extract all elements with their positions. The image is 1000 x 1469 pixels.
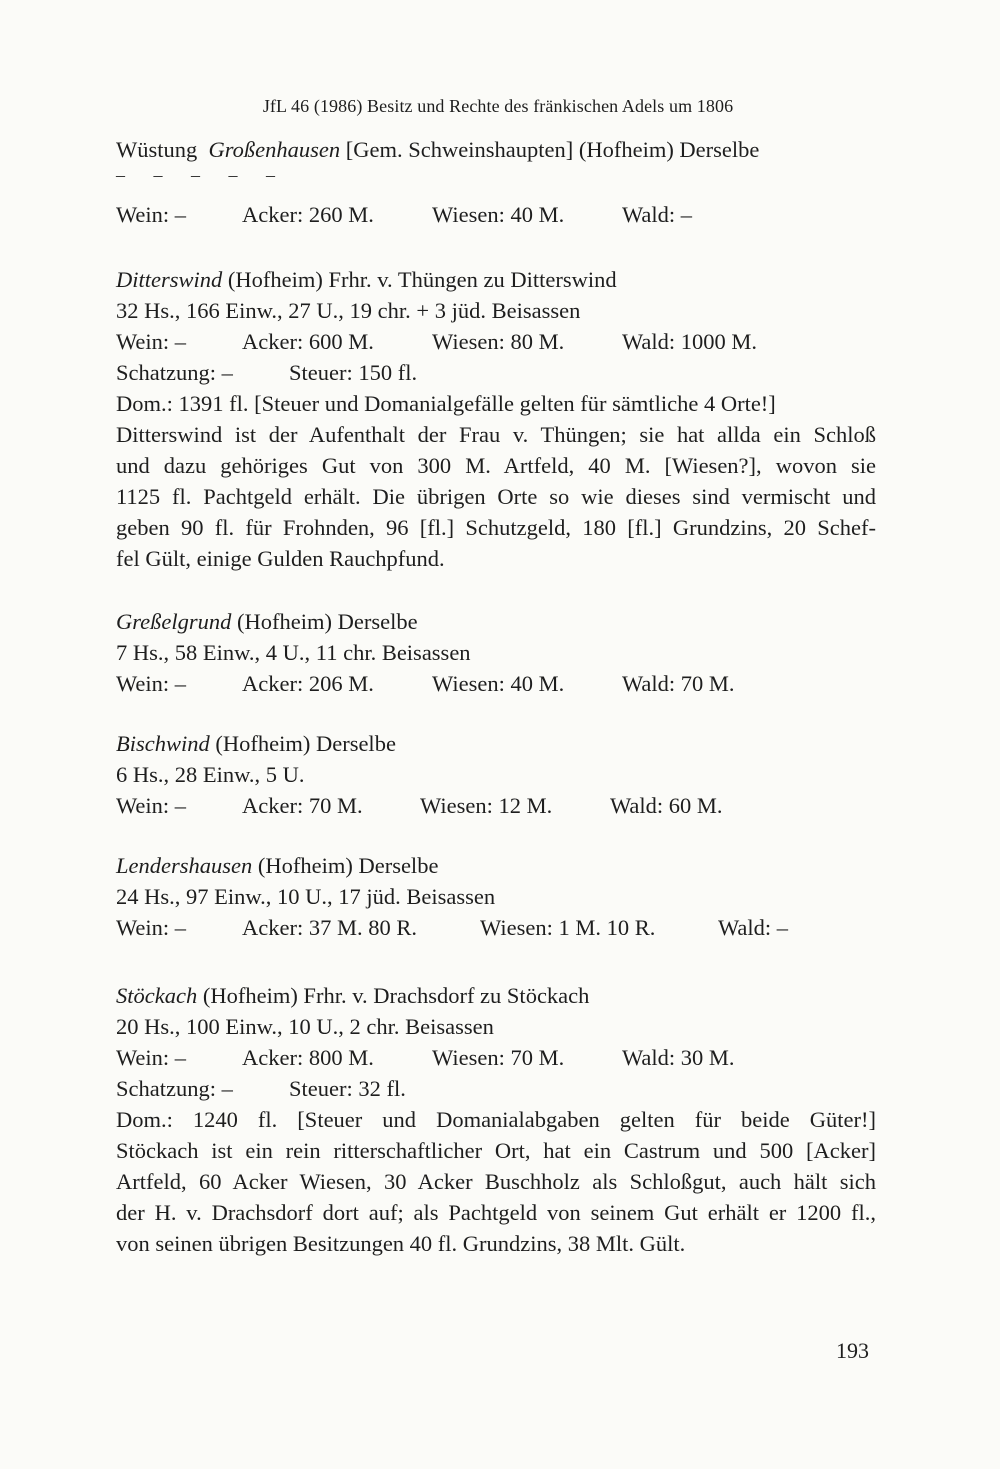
steuer-value: Steuer: 150 fl. bbox=[289, 360, 418, 385]
entry-heading bbox=[116, 134, 876, 165]
wiesen-value: Wiesen: 12 M. bbox=[420, 793, 553, 818]
entry-heading bbox=[116, 850, 876, 881]
acker-value: Acker: 70 M. bbox=[242, 793, 363, 818]
stats-row: 7 Hs., 58 Einw., 4 U., 11 chr. Beisassen bbox=[116, 640, 471, 665]
land-row bbox=[116, 668, 876, 699]
entry-stoeckach bbox=[116, 980, 876, 1259]
wald-value: Wald: 1000 M. bbox=[622, 329, 758, 354]
dash-row: – – – – – bbox=[116, 165, 287, 185]
paragraph-line: geben 90 fl. für Frohnden, 96 [fl.] Schutzgeld, 180 [fl.] Grundzins, 20 Schef- bbox=[116, 515, 876, 540]
wald-value: Wald: – bbox=[718, 915, 789, 940]
wein-value: Wein: – bbox=[116, 671, 187, 696]
wein-value: Wein: – bbox=[116, 329, 187, 354]
paragraph-line: Stöckach ist ein rein ritterschaftlicher Ort, hat ein Castrum und 500 [Acker] bbox=[116, 1138, 876, 1163]
wald-value: Wald: 70 M. bbox=[622, 671, 735, 696]
place-name: Lendershausen bbox=[116, 853, 253, 878]
place-name: Bischwind bbox=[116, 731, 210, 756]
land-row bbox=[116, 199, 876, 230]
wein-value: Wein: – bbox=[116, 793, 187, 818]
entry-gresselgrund bbox=[116, 606, 876, 699]
paragraph-line: Artfeld, 60 Acker Wiesen, 30 Acker Buschholz als Schloßgut, auch hält sich bbox=[116, 1169, 876, 1194]
paragraph-line: 1125 fl. Pachtgeld erhält. Die übrigen Orte so wie dieses sind vermischt und bbox=[116, 484, 876, 509]
stats-row: 20 Hs., 100 Einw., 10 U., 2 chr. Beisassen bbox=[116, 1014, 494, 1039]
running-head: JfL 46 (1986) Besitz und Rechte des fränkischen Adels um 1806 bbox=[262, 96, 734, 116]
entry-heading bbox=[116, 980, 876, 1011]
stats-row: 6 Hs., 28 Einw., 5 U. bbox=[116, 762, 305, 787]
land-row bbox=[116, 1042, 876, 1073]
tax-row bbox=[116, 357, 876, 388]
entry-ditterswind bbox=[116, 264, 876, 574]
tax-row bbox=[116, 1073, 876, 1104]
place-name: Ditterswind bbox=[116, 267, 223, 292]
paragraph-line: der H. v. Drachsdorf dort auf; als Pachtgeld von seinem Gut erhält er 1200 fl., bbox=[116, 1200, 876, 1225]
entry-lendershausen bbox=[116, 850, 876, 943]
wald-value: Wald: 60 M. bbox=[610, 793, 723, 818]
stats-row: 32 Hs., 166 Einw., 27 U., 19 chr. + 3 jüd. Beisassen bbox=[116, 298, 581, 323]
wiesen-value: Wiesen: 70 M. bbox=[432, 1045, 565, 1070]
acker-value: Acker: 800 M. bbox=[242, 1045, 374, 1070]
heading-rest: (Hofheim) Frhr. v. Drachsdorf zu Stöckach bbox=[197, 983, 590, 1008]
entry-heading bbox=[116, 728, 876, 759]
paragraph-line: von seinen übrigen Besitzungen 40 fl. Grundzins, 38 Mlt. Gült. bbox=[116, 1231, 686, 1256]
acker-value: Acker: 600 M. bbox=[242, 329, 374, 354]
place-name: Greßelgrund bbox=[116, 609, 232, 634]
wiesen-value: Wiesen: 80 M. bbox=[432, 329, 565, 354]
land-row bbox=[116, 912, 876, 943]
schatzung-value: Schatzung: – bbox=[116, 1076, 233, 1101]
wein-value: Wein: – bbox=[116, 1045, 187, 1070]
land-row bbox=[116, 326, 876, 357]
heading-rest: [Gem. Schweinshaupten] (Hofheim) Derselbe bbox=[340, 137, 760, 162]
land-row bbox=[116, 790, 876, 821]
heading-rest: (Hofheim) Derselbe bbox=[209, 731, 396, 756]
paragraph-line: fel Gült, einige Gulden Rauchpfund. bbox=[116, 546, 445, 571]
acker-value: Acker: 37 M. 80 R. bbox=[242, 915, 417, 940]
steuer-value: Steuer: 32 fl. bbox=[289, 1076, 406, 1101]
acker-value: Acker: 260 M. bbox=[242, 202, 374, 227]
heading-prefix: Wüstung bbox=[116, 137, 198, 162]
schatzung-value: Schatzung: – bbox=[116, 360, 233, 385]
wein-value: Wein: – bbox=[116, 915, 187, 940]
wald-value: Wald: 30 M. bbox=[622, 1045, 735, 1070]
heading-rest: (Hofheim) Frhr. v. Thüngen zu Ditterswind bbox=[222, 267, 617, 292]
entry-bischwind bbox=[116, 728, 876, 821]
paragraph-line: Ditterswind ist der Aufenthalt der Frau v. Thüngen; sie hat allda ein Schloß bbox=[116, 422, 876, 447]
domanial-row: Dom.: 1240 fl. [Steuer und Domanialabgaben gelten für beide Güter!] bbox=[116, 1107, 876, 1132]
entry-grossenhausen bbox=[116, 134, 876, 230]
acker-value: Acker: 206 M. bbox=[242, 671, 374, 696]
domanial-row: Dom.: 1391 fl. [Steuer und Domanialgefälle gelten für sämtliche 4 Orte!] bbox=[116, 391, 776, 416]
place-name: Stöckach bbox=[116, 983, 198, 1008]
wiesen-value: Wiesen: 1 M. 10 R. bbox=[480, 915, 656, 940]
place-name: Großenhausen bbox=[208, 137, 341, 162]
heading-rest: (Hofheim) Derselbe bbox=[252, 853, 439, 878]
wein-value: Wein: – bbox=[116, 202, 187, 227]
heading-rest: (Hofheim) Derselbe bbox=[231, 609, 418, 634]
wiesen-value: Wiesen: 40 M. bbox=[432, 671, 565, 696]
wald-value: Wald: – bbox=[622, 202, 693, 227]
entry-heading bbox=[116, 606, 876, 637]
page-number: 193 bbox=[836, 1338, 869, 1363]
wiesen-value: Wiesen: 40 M. bbox=[432, 202, 565, 227]
stats-row: 24 Hs., 97 Einw., 10 U., 17 jüd. Beisassen bbox=[116, 884, 496, 909]
entry-heading bbox=[116, 264, 876, 295]
paragraph-line: und dazu gehöriges Gut von 300 M. Artfeld, 40 M. [Wiesen?], wovon sie bbox=[116, 453, 876, 478]
